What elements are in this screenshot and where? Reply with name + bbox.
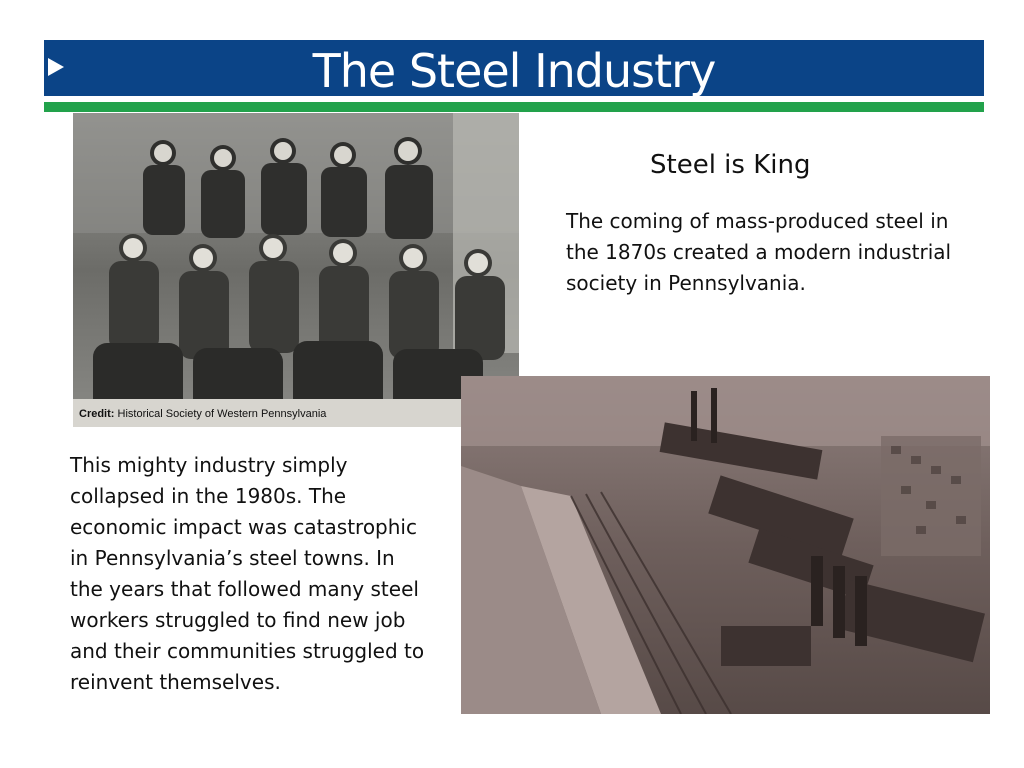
photo-credit: [79, 408, 326, 420]
accent-divider: [44, 102, 984, 112]
steel-mill-photo-image: [461, 376, 990, 714]
photo-credit-label: Credit:: [79, 408, 115, 420]
photo-credit-text: Historical Society of Western Pennsylvania: [117, 408, 327, 420]
intro-paragraph: The coming of mass-produced steel in the 1870s created a modern industrial society in Pennsylvania.: [566, 209, 952, 295]
title-bar: [44, 40, 984, 96]
workers-photo-image: [73, 113, 519, 427]
section-heading: Steel is King: [650, 150, 811, 180]
workers-photo: [73, 113, 519, 427]
slide-title: The Steel Industry: [312, 44, 716, 98]
body-paragraph: This mighty industry simply collapsed in the 1980s. The economic impact was catastrophic in Pennsylvania’s steel towns. In the years that followed many steel workers struggled to find new job and their communities struggled to reinvent themselves.: [70, 453, 425, 694]
steel-mill-photo: [461, 376, 990, 714]
